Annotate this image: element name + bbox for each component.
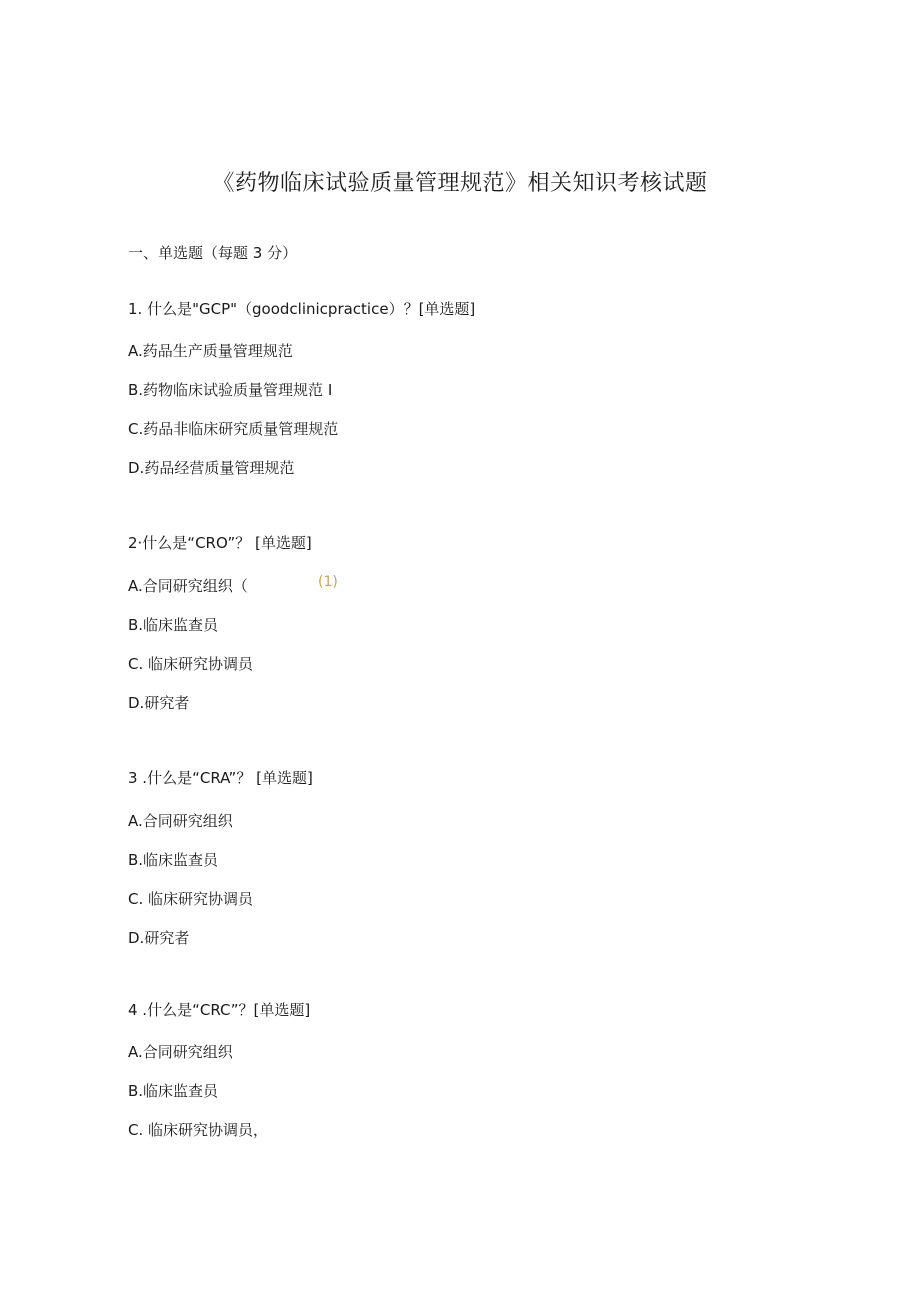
annotation-note: (1) (318, 574, 338, 590)
page-title: 《药物临床试验质量管理规范》相关知识考核试题 (212, 171, 708, 196)
question-3-option-b[interactable]: B.临床监查员 (128, 851, 219, 869)
question-1-option-a[interactable]: A.药品生产质量管理规范 (128, 342, 293, 360)
question-4-option-a[interactable]: A.合同研究组织 (128, 1043, 233, 1061)
question-1-option-b[interactable]: B.药物临床试验质量管理规范 I (128, 381, 333, 399)
question-1-option-d[interactable]: D.药品经营质量管理规范 (128, 459, 295, 477)
section-heading: 一、单选题（每题 3 分） (128, 244, 298, 262)
question-4-option-c[interactable]: C. 临床研究协调员， (128, 1121, 269, 1139)
question-4-option-b[interactable]: B.临床监查员 (128, 1082, 219, 1100)
question-3-option-c[interactable]: C. 临床研究协调员 (128, 890, 254, 908)
question-4: 4 .什么是“CRC”？[单选题] (128, 1001, 311, 1019)
question-2: 2·什么是“CRO”？ [单选题] (128, 534, 312, 552)
question-2-option-b[interactable]: B.临床监查员 (128, 616, 219, 634)
question-2-option-c[interactable]: C. 临床研究协调员 (128, 655, 254, 673)
question-1: 1. 什么是"GCP"（goodclinicpractice）？[单选题] (128, 300, 476, 318)
question-2-option-d[interactable]: D.研究者 (128, 694, 190, 712)
question-1-option-c[interactable]: C.药品非临床研究质量管理规范 (128, 420, 339, 438)
question-2-option-a[interactable]: A.合同研究组织（ (128, 577, 248, 595)
question-3-option-a[interactable]: A.合同研究组织 (128, 812, 233, 830)
question-3-option-d[interactable]: D.研究者 (128, 929, 190, 947)
question-3: 3 .什么是“CRA”？ [单选题] (128, 769, 313, 787)
